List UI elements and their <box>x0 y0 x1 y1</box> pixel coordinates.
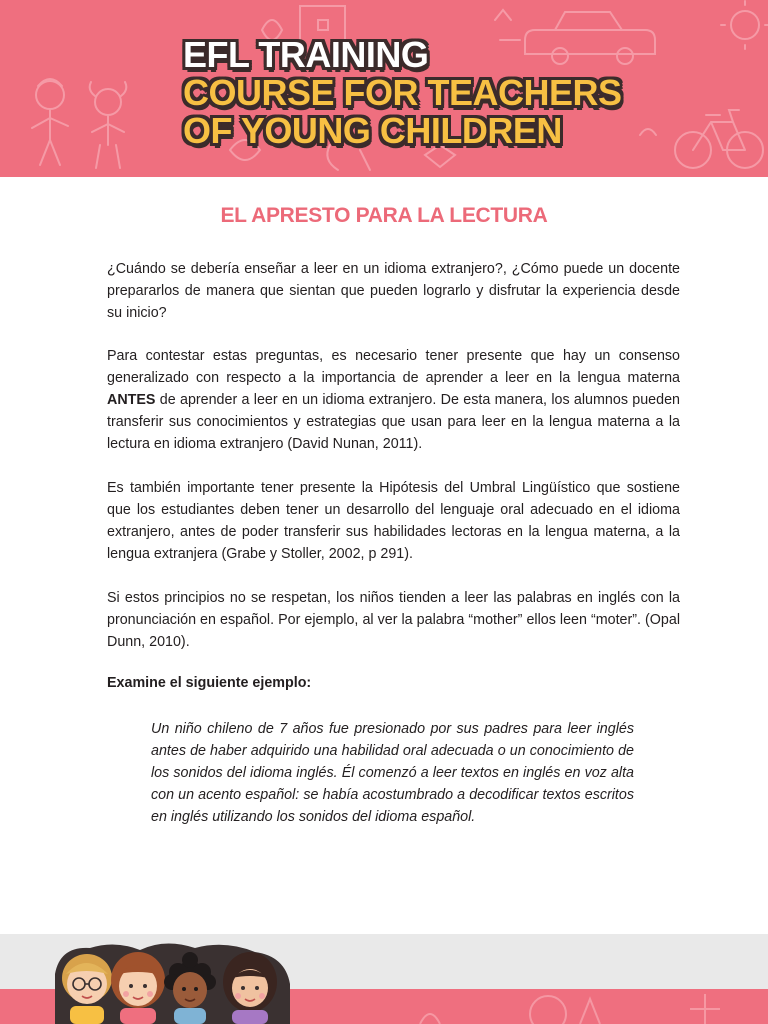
course-title-line-1: EFL TRAINING <box>183 34 429 75</box>
paragraph-2 <box>107 345 680 455</box>
paragraph-2-emphasis: ANTES <box>107 392 156 408</box>
children-faces-illustration <box>0 934 768 1024</box>
paragraph-4: Si estos principios no se respetan, los niños tienden a leer las palabras en inglés con la pronunciación en español. Por ejemplo, al ver la palabra “mother” ellos leen “moter”. (Opal Dunn, 2010). <box>107 590 680 650</box>
course-title-line-2: COURSE FOR TEACHERS <box>183 72 622 113</box>
page-title: EL APRESTO PARA LA LECTURA <box>220 204 548 227</box>
paragraph-2-text-end: de aprender a leer en un idioma extranjero. De esta manera, los alumnos pueden transferir sus conocimientos y estrategias que usan para leer en la lengua materna a la lectura en idioma extranjero (David Nunan, 2011). <box>107 392 680 452</box>
paragraph-1: ¿Cuándo se debería enseñar a leer en un idioma extranjero?, ¿Cómo puede un docente prepararlos de manera que sientan que pueden lograrlo y disfrutar la experiencia desde su inicio? <box>107 261 680 321</box>
course-title-line-3: OF YOUNG CHILDREN <box>183 110 562 151</box>
paragraph-2-text-start: Para contestar estas preguntas, es necesario tener presente que hay un consenso generalizado con respecto a la importancia de aprender a leer en la lengua materna <box>107 348 680 386</box>
example-quote: Un niño chileno de 7 años fue presionado por sus padres para leer inglés antes de haber adquirido una habilidad oral adecuada o un conocimiento de los sonidos del idioma inglés. Él comenzó a leer textos en inglés en voz alta con un acento español: se había acostumbrado a decodificar textos escritos en inglés utilizando los sonidos del idioma español. <box>151 721 634 825</box>
paragraph-3: Es también importante tener presente la Hipótesis del Umbral Lingüístico que sostiene que los estudiantes deben tener un desarrollo del lenguaje oral adecuado en el idioma extranjero, antes de poder transferir sus habilidades lectoras en la lengua materna, a la lengua extranjera (Grabe y Stoller, 2002, p 291). <box>107 480 680 562</box>
footer-banner <box>0 934 768 1024</box>
example-heading: Examine el siguiente ejemplo: <box>107 675 312 691</box>
course-title <box>183 34 622 151</box>
header-banner <box>0 0 768 177</box>
